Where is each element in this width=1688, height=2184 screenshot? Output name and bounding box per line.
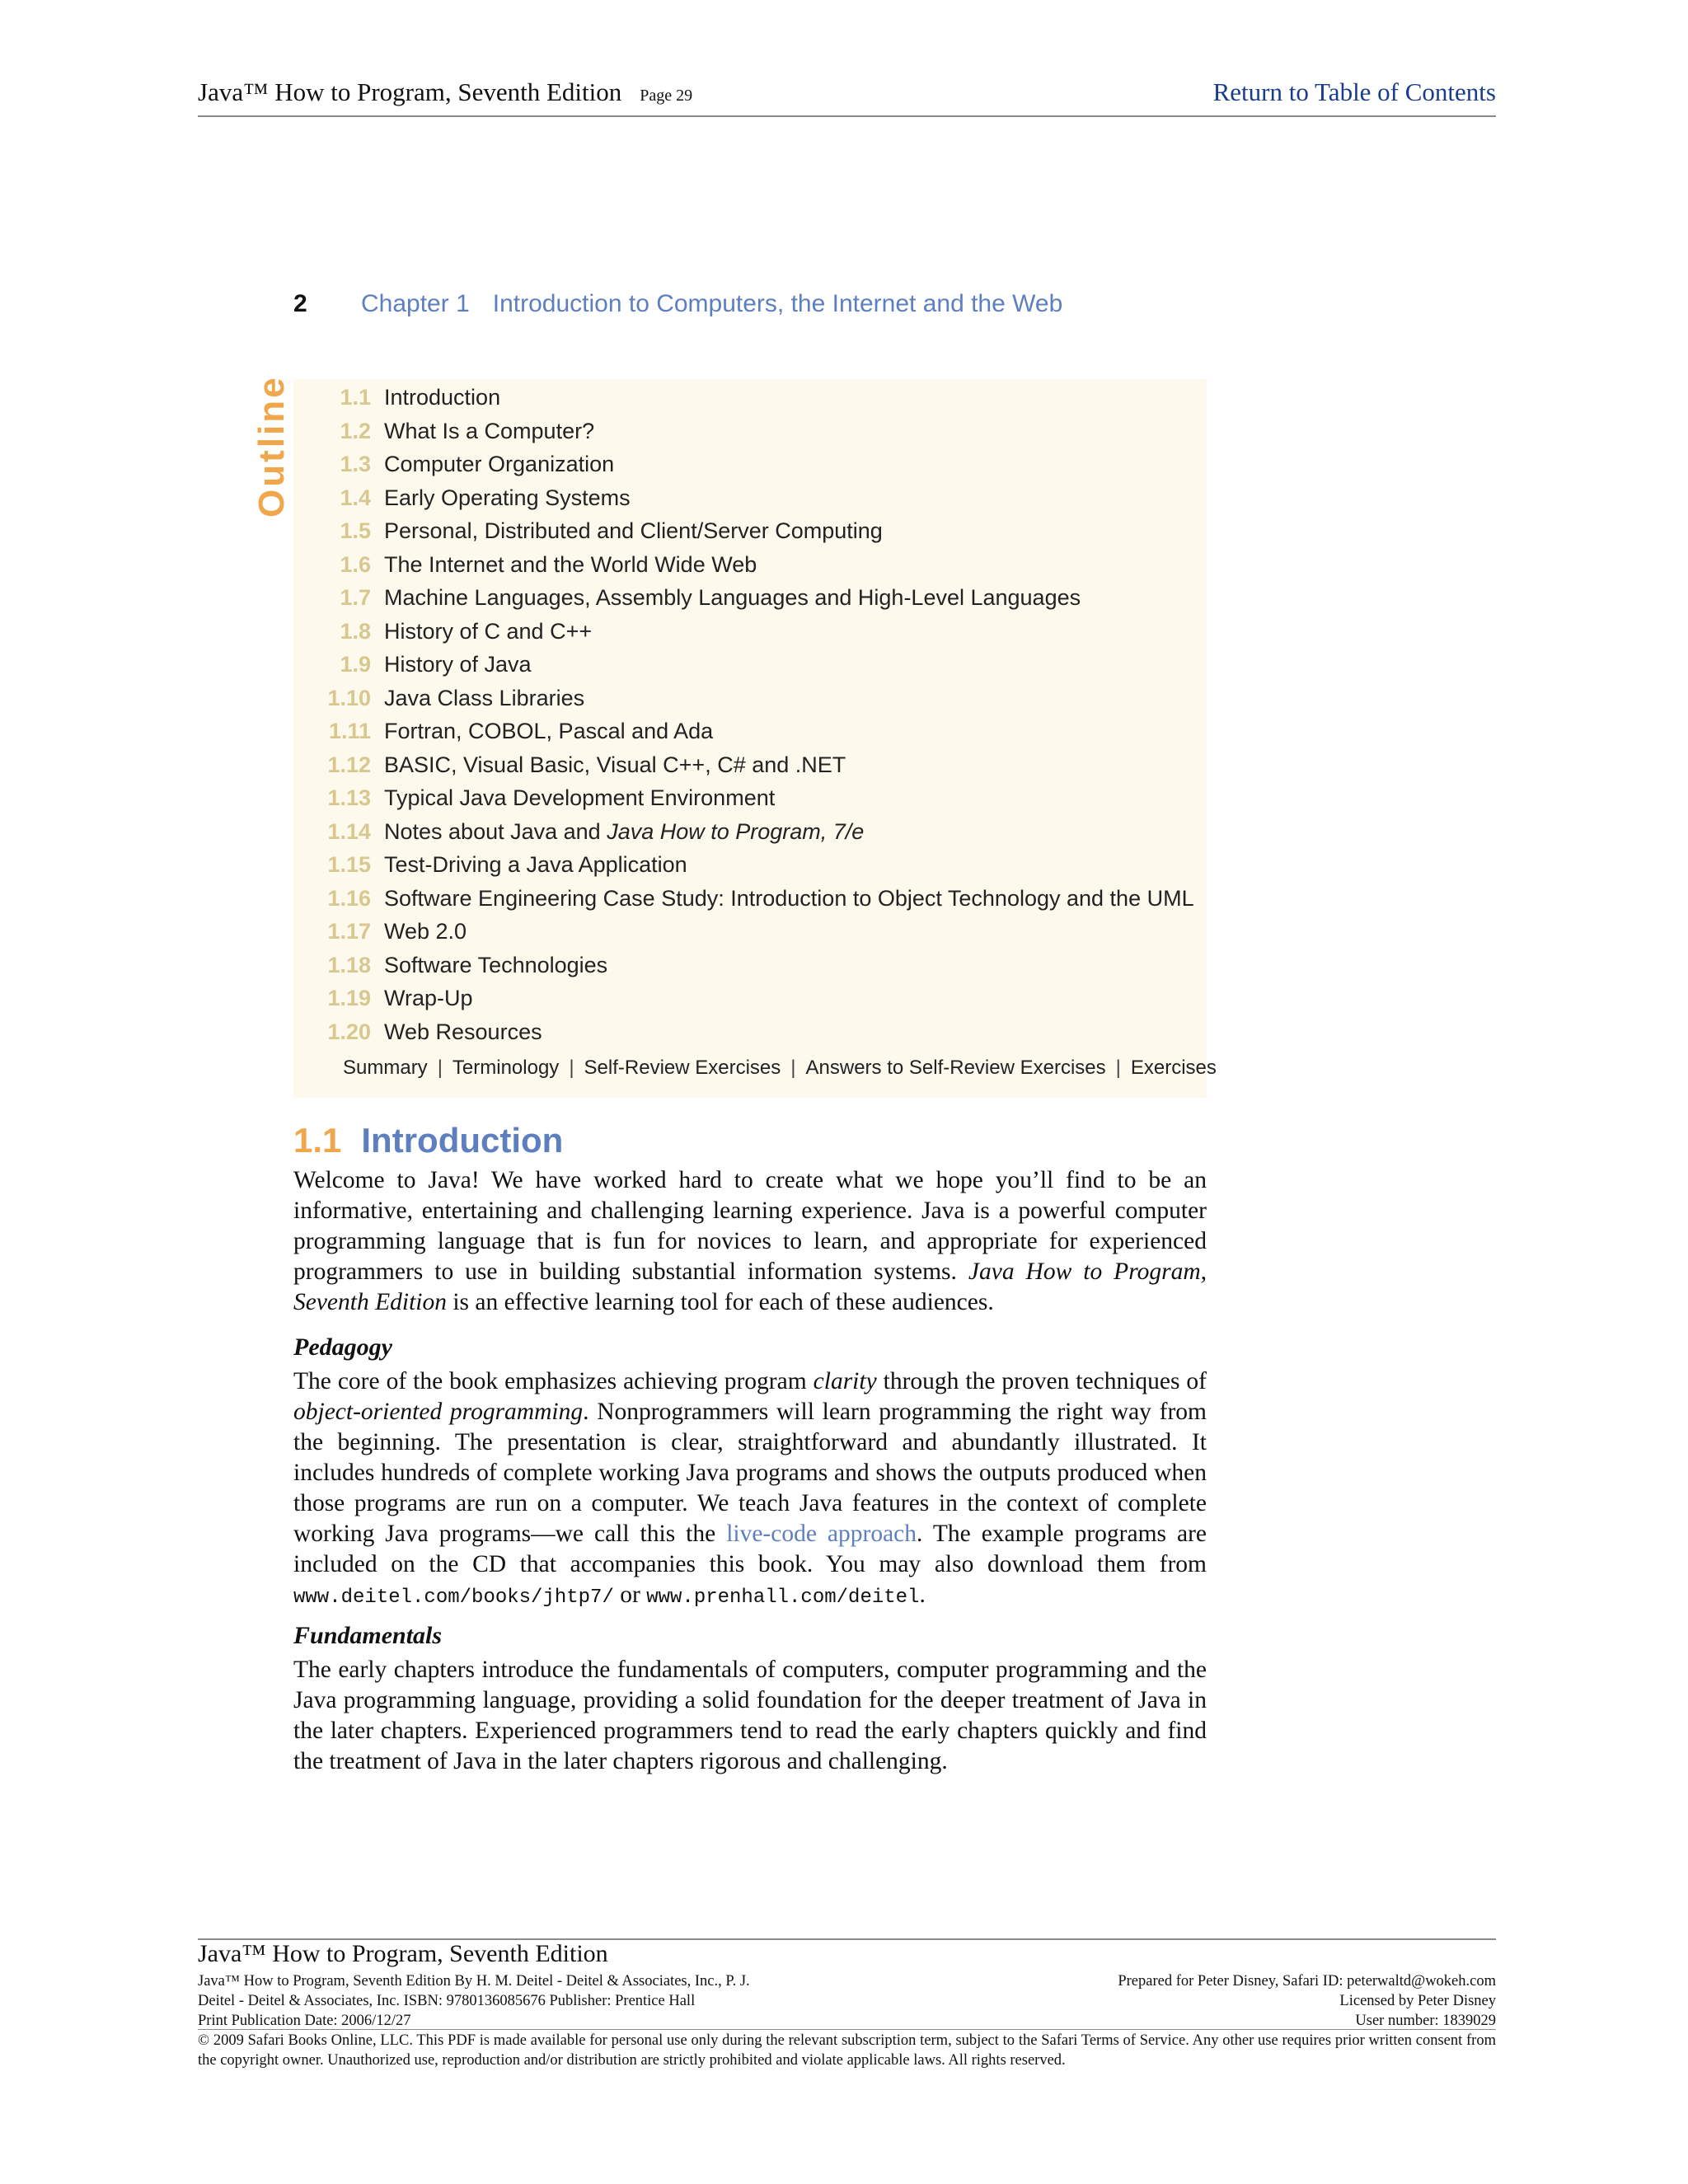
book-title-italic: Java How to Program, Seventh Edition (293, 1258, 1207, 1315)
outline-item-number: 1.15 (327, 852, 371, 877)
outline-item-number: 1.13 (327, 785, 371, 810)
outline-item-text: Java Class Libraries (384, 685, 585, 710)
book-title: Java™ How to Program, Seventh Edition Page 29 (198, 77, 693, 106)
outline-item-number: 1.2 (340, 418, 371, 443)
chapter-label: Chapter 1 (361, 290, 470, 317)
outline-item-number: 1.18 (327, 952, 371, 977)
outline-item-text: Personal, Distributed and Client/Server Computing (384, 518, 883, 543)
footer-license-info: Prepared for Peter Disney, Safari ID: peterwaltd@wokeh.com Licensed by Peter Disney User number: 1839029 (1118, 1973, 1496, 2029)
outline-item-text: Computer Organization (384, 452, 615, 476)
intro-paragraph: Welcome to Java! We have worked hard to create what we hope you’ll find to be an informative, entertaining and challenging learning experience. Java is a powerful computer programming language that is fun for novices to learn, and appropriate for experienced programmers to use in building substantial information systems. Java How to Program, Seventh Edition is an effective learning tool for each of these audiences. (293, 1167, 1207, 1315)
pedagogy-paragraph: The core of the book emphasizes achieving program clarity through the proven techniques of object-oriented programming. Nonprogrammers will learn programming the right way from the beginning. The presentation is clear, straightforward and abundantly illustrated. It includes hundreds of complete working Java programs and shows the outputs produced when those programs are run on a computer. We teach Java features in the context of complete working Java programs—we call this the live-code approach. The example programs are included on the CD that accompanies this book. You may also download them from www.deitel.com/books/jhtp7/ or www.prenhall.com/deitel. (293, 1368, 1207, 1609)
footer-book-title: Java™ How to Program, Seventh Edition (198, 1940, 608, 1967)
answers-link: Answers to Self-Review Exercises (805, 1057, 1106, 1079)
summary-link: Summary (343, 1057, 428, 1079)
chapter-running-head (293, 290, 1062, 318)
outline-item (293, 481, 1207, 515)
outline-item-text: Introduction (384, 385, 501, 410)
outline-item-italic: Java How to Program, 7/e (607, 818, 865, 844)
outline-item-text: Test-Driving a Java Application (384, 852, 687, 877)
outline-item-number: 1.14 (327, 818, 371, 844)
outline-item-number: 1.16 (327, 885, 371, 911)
separator: | (790, 1057, 796, 1079)
outline-item-text: Software Engineering Case Study: Introduction to Object Technology and the UML (384, 885, 1194, 911)
outline-label: Outline (251, 375, 292, 518)
return-to-toc-link[interactable]: Return to Table of Contents (1212, 77, 1496, 106)
outline-item-number: 1.20 (327, 1019, 371, 1044)
prenhall-url: www.prenhall.com/deitel (646, 1586, 920, 1609)
outline-item (293, 415, 1207, 448)
outline-item (293, 448, 1207, 481)
footer-divider (198, 2029, 1496, 2030)
outline-item-text: History of C and C++ (384, 618, 593, 644)
live-code-approach-term: live-code approach (726, 1521, 917, 1547)
section-heading (293, 1121, 563, 1160)
section-title: Introduction (361, 1121, 564, 1160)
separator: | (1115, 1057, 1121, 1079)
fundamentals-paragraph: The early chapters introduce the fundamentals of computers, computer programming and the Java programming language, providing a solid foundation for the deeper treatment of Java in the later chapters. Experienced programmers tend to read the early chapters quickly and find the treatment of Java in the later chapters rigorous and challenging. (293, 1657, 1207, 1774)
outline-item (293, 848, 1207, 882)
outline-item (293, 949, 1207, 982)
outline-item-text: BASIC, Visual Basic, Visual C++, C# and .NET (384, 752, 846, 777)
exercises-link: Exercises (1130, 1057, 1217, 1079)
outline-item-number: 1.17 (327, 919, 371, 944)
outline-item (293, 615, 1207, 649)
outline-item-text: History of Java (384, 652, 532, 677)
outline-item (293, 815, 1207, 849)
outline-item (293, 1015, 1207, 1049)
chapter-title: Introduction to Computers, the Internet and the Web (492, 290, 1063, 317)
outline-item (293, 648, 1207, 682)
outline-item (293, 982, 1207, 1015)
separator: | (569, 1057, 574, 1079)
outline-item-number: 1.3 (340, 452, 371, 476)
outline-item-text: The Internet and the World Wide Web (384, 551, 757, 577)
outline-item-text: Notes about Java and Java How to Program, 7/e (384, 818, 865, 844)
footer-copyright: © 2009 Safari Books Online, LLC. This PDF is made available for personal use only during the relevant subscription term, subject to the Safari Terms of Service. Any other use requires prior written consent from the copyright owner. Unauthorized use, reproduction and/or distribution are strictly prohibited and violate applicable laws. All rights reserved. (198, 2032, 1496, 2069)
separator: | (437, 1057, 443, 1079)
outline-item-text: Fortran, COBOL, Pascal and Ada (384, 719, 714, 743)
outline-item (293, 715, 1207, 748)
outline-item-number: 1.12 (327, 752, 371, 777)
outline-item-number: 1.11 (328, 719, 371, 743)
outline-item (293, 882, 1207, 916)
footer-publication-info: Java™ How to Program, Seventh Edition By H. M. Deitel - Deitel & Associates, Inc., P. J. Deitel - Deitel & Associates, Inc. ISBN: 9780136085676 Publisher: Prentice Hall Print Publication Date: 2006/12/27 (198, 1973, 750, 2029)
outline-item-text: Early Operating Systems (384, 485, 631, 510)
outline-item (293, 915, 1207, 949)
outline-item-number: 1.5 (340, 518, 371, 543)
outline-list (293, 381, 1207, 1048)
outline-item (293, 381, 1207, 415)
outline-item-text: Machine Languages, Assembly Languages and High-Level Languages (384, 585, 1081, 610)
outline-item-number: 1.9 (340, 652, 371, 677)
self-review-link: Self-Review Exercises (584, 1057, 781, 1079)
outline-item (293, 781, 1207, 815)
fundamentals-heading: Fundamentals (293, 1622, 443, 1649)
outline-item-text: Web Resources (384, 1019, 542, 1044)
outline-item-text: Wrap-Up (384, 986, 473, 1010)
outline-item-text: Software Technologies (384, 952, 608, 977)
outline-item-number: 1.8 (340, 618, 371, 644)
outline-item (293, 682, 1207, 715)
outline-item-text: Typical Java Development Environment (384, 785, 776, 810)
outline-item (293, 548, 1207, 582)
outline-item (293, 748, 1207, 782)
pedagogy-heading: Pedagogy (293, 1333, 392, 1361)
terminology-link: Terminology (452, 1057, 560, 1079)
section-number: 1.1 (293, 1121, 342, 1160)
outline-item-number: 1.19 (327, 986, 371, 1010)
outline-item-text: What Is a Computer? (384, 418, 595, 443)
deitel-url: www.deitel.com/books/jhtp7/ (293, 1586, 614, 1609)
outline-item (293, 581, 1207, 615)
outline-item-number: 1.10 (327, 685, 371, 710)
outline-item-number: 1.6 (340, 551, 371, 577)
outline-item-number: 1.1 (340, 385, 371, 410)
outline-footer-links (343, 1057, 1217, 1080)
page-number: 2 (293, 290, 307, 317)
outline-item-number: 1.4 (340, 485, 371, 510)
outline-item-number: 1.7 (340, 585, 371, 610)
outline-item (293, 514, 1207, 548)
running-header (198, 76, 1496, 117)
page-label: Page 29 (640, 87, 693, 105)
outline-item-text: Web 2.0 (384, 919, 467, 944)
